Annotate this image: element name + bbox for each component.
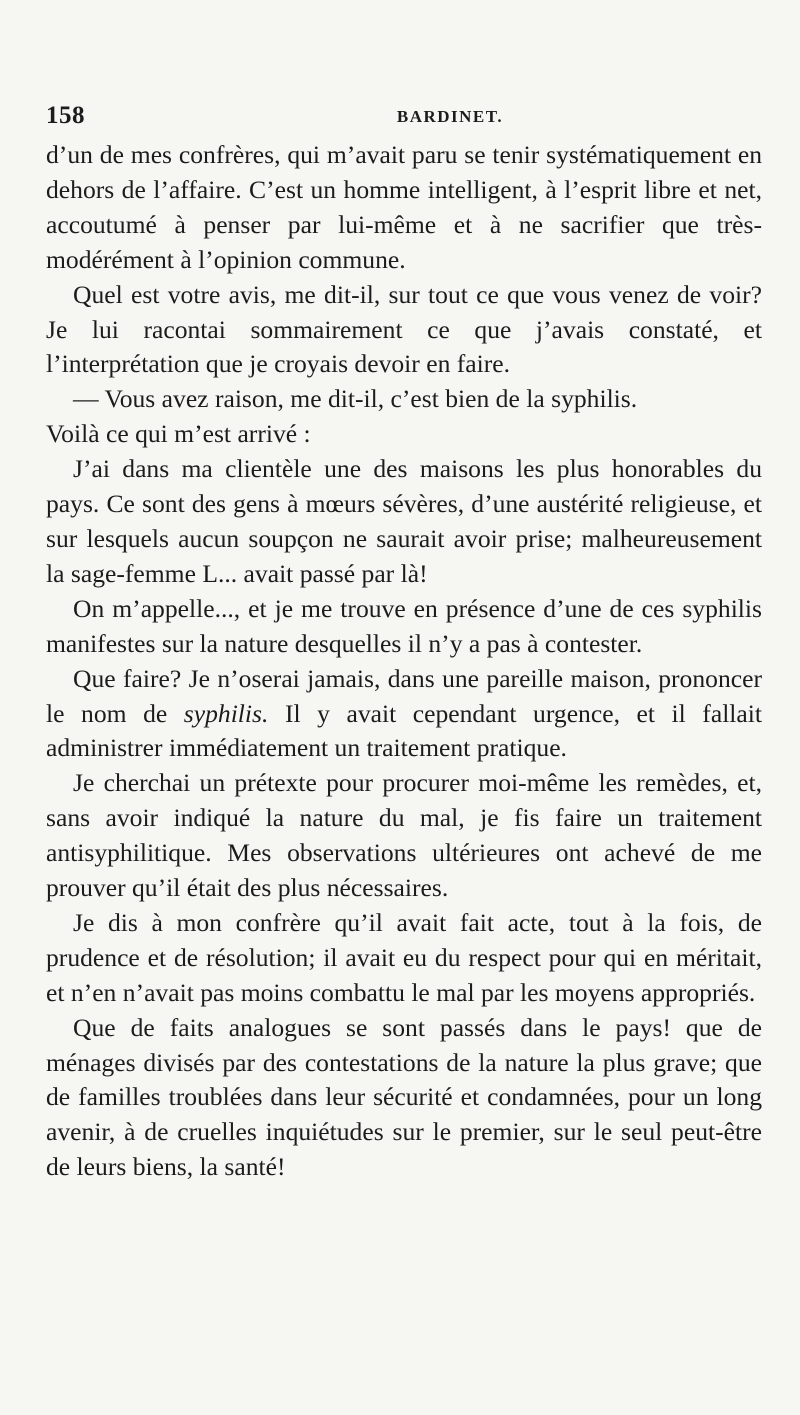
paragraph-1: d’un de mes confrères, qui m’avait paru se tenir systématiquement en dehors de l’affaire. C’est un homme intelligent, à l’esprit libre et net, accoutumé à penser par lui-même et à ne sacrifier que très-modérément à l’opinion commune.	[46, 140, 762, 274]
paragraph-7-text-a: Que faire? Je n’oserai jamais, dans une pareille maison, prononcer le nom de	[46, 663, 762, 728]
paragraph-7-italic: syphilis.	[183, 698, 269, 728]
paragraph-7	[46, 662, 762, 767]
paragraph-3: — Vous avez raison, me dit-il, c’est bien de la syphilis.	[73, 384, 638, 414]
paragraph-4: Voilà ce qui m’est arrivé :	[46, 419, 311, 449]
page-header	[46, 102, 762, 138]
paragraph-7-text-b: Il y avait cependant urgence, et il fallait administrer immédiatement un traitement pratique.	[46, 698, 762, 763]
paragraph-6: On m’appelle..., et je me trouve en présence d’une de ces syphilis manifestes sur la nature desquelles il n’y a pas à contester.	[46, 593, 762, 658]
paragraph-8: Je cherchai un prétexte pour procurer moi-même les remèdes, et, sans avoir indiqué la nature du mal, je fis faire un traitement antisyphilitique. Mes observations ultérieures ont achevé de me prouver qu’il était des plus nécessaires.	[46, 768, 762, 903]
paragraph-9: Je dis à mon confrère qu’il avait fait acte, tout à la fois, de prudence et de résolution; il avait eu du respect pour qui en méritait, et n’en n’avait pas moins combattu le mal par les moyens appropriés.	[46, 907, 762, 1007]
paragraph-10: Que de faits analogues se sont passés dans le pays! que de ménages divisés par des contestations de la nature la plus grave; que de familles troublées dans leur sécurité et condamnées, pour un long avenir, à de cruelles inquiétudes sur le premier, sur le seul peut-être de leurs biens, la santé!	[46, 1012, 762, 1182]
running-head: BARDINET.	[396, 107, 504, 126]
paragraph-5: J’ai dans ma clientèle une des maisons les plus honorables du pays. Ce sont des gens à mœurs sévères, d’une austérité religieuse, et sur lesquels aucun soupçon ne saurait avoir prise; malheureusement la sage-femme L... avait passé par là!	[46, 454, 762, 588]
paragraph-2: Quel est votre avis, me dit-il, sur tout ce que vous venez de voir? Je lui racontai sommairement ce que j’avais constaté, et l’interprétation que je croyais devoir en faire.	[46, 279, 762, 379]
body-text	[46, 138, 762, 1185]
page-number: 158	[46, 102, 85, 129]
